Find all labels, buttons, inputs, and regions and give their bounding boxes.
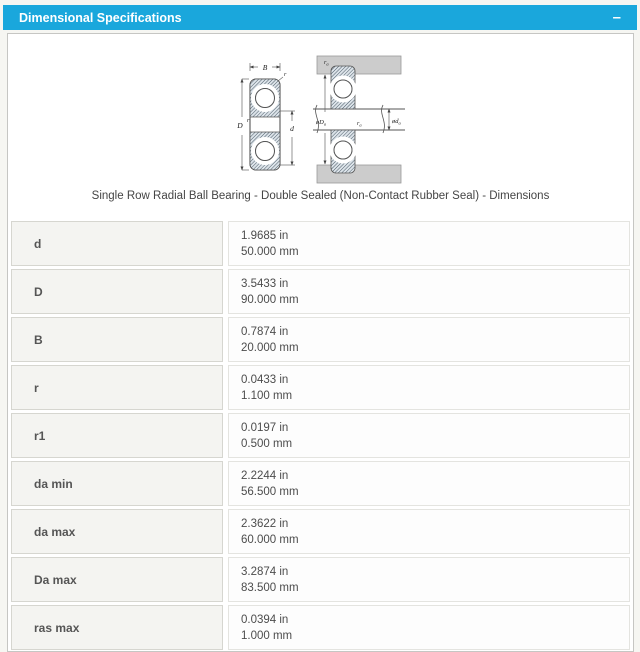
spec-name-cell	[11, 365, 223, 410]
spec-row	[11, 605, 630, 650]
section-title: Dimensional Specifications	[19, 10, 182, 25]
spec-name-cell	[11, 317, 223, 362]
diagram-label-housing-abutment-Da: $øD_a$	[315, 119, 327, 127]
spec-value-cell	[228, 269, 630, 314]
diagram-label-bore-diameter-d: d	[290, 124, 294, 133]
spec-value-mm: 90.000 mm	[241, 294, 299, 306]
spec-value-mm: 83.500 mm	[241, 582, 299, 594]
spec-value-cell	[228, 317, 630, 362]
spec-label: d	[34, 236, 42, 251]
accordion-header[interactable]	[3, 5, 637, 30]
spec-value-cell	[228, 509, 630, 554]
spec-row	[11, 413, 630, 458]
spec-row	[11, 317, 630, 362]
spec-name-cell	[11, 269, 223, 314]
diagram-label-shaft-abutment-da: $ød_a$	[392, 118, 401, 126]
spec-name-cell	[11, 413, 223, 458]
diagram-label-shaft-fillet-ra: $r_a$	[357, 121, 362, 128]
spec-value-mm: 1.100 mm	[241, 390, 293, 402]
spec-name-cell	[11, 461, 223, 506]
diagram-label-inner-radius: r	[247, 118, 250, 124]
spec-value-cell	[228, 365, 630, 410]
spec-value-mm: 0.500 mm	[241, 438, 293, 450]
spec-value-cell	[228, 413, 630, 458]
spec-value-inches: 0.0394 in	[241, 614, 289, 626]
spec-value-inches: 2.2244 in	[241, 470, 289, 482]
spec-label: r1	[34, 428, 46, 443]
spec-row	[11, 461, 630, 506]
spec-row	[11, 509, 630, 554]
spec-value-mm: 20.000 mm	[241, 342, 299, 354]
spec-value-cell	[228, 605, 630, 650]
collapse-icon[interactable]: –	[612, 9, 621, 26]
spec-label: D	[34, 284, 43, 299]
spec-label: B	[34, 332, 43, 347]
spec-label: da max	[34, 524, 76, 539]
spec-value-inches: 1.9685 in	[241, 230, 289, 242]
spec-value-mm: 1.000 mm	[241, 630, 293, 642]
spec-value-mm: 56.500 mm	[241, 486, 299, 498]
spec-value-inches: 0.7874 in	[241, 326, 289, 338]
spec-label: da min	[34, 476, 73, 491]
spec-row	[11, 557, 630, 602]
spec-row	[11, 365, 630, 410]
diagram-label-outer-diameter-D: D	[237, 121, 243, 130]
bearing-diagram-image	[233, 55, 408, 184]
spec-label: r	[34, 380, 39, 395]
spec-value-inches: 2.3622 in	[241, 518, 289, 530]
bearing-mounted-view	[313, 56, 405, 183]
diagram-caption: Single Row Radial Ball Bearing - Double Sealed (Non-Contact Rubber Seal) - Dimensions	[91, 190, 550, 202]
spec-table	[11, 221, 630, 650]
spec-label: Da max	[34, 572, 77, 587]
spec-name-cell	[11, 221, 223, 266]
diagram-label-width-B: B	[262, 63, 268, 72]
diagram-label-corner-radius: r	[284, 72, 287, 78]
spec-row	[11, 269, 630, 314]
spec-name-cell	[11, 605, 223, 650]
diagram-container	[11, 55, 630, 184]
diagram-label-housing-fillet-ra: $r_a$	[324, 60, 329, 67]
spec-value-cell	[228, 221, 630, 266]
specifications-panel	[7, 33, 634, 652]
spec-row	[11, 221, 630, 266]
spec-value-inches: 0.0433 in	[241, 374, 289, 386]
spec-value-cell	[228, 461, 630, 506]
spec-label: ras max	[34, 620, 80, 635]
spec-value-inches: 0.0197 in	[241, 422, 289, 434]
spec-name-cell	[11, 509, 223, 554]
bearing-section-view	[236, 63, 295, 170]
spec-value-inches: 3.2874 in	[241, 566, 289, 578]
spec-name-cell	[11, 557, 223, 602]
spec-value-mm: 60.000 mm	[241, 534, 299, 546]
spec-value-inches: 3.5433 in	[241, 278, 289, 290]
spec-value-mm: 50.000 mm	[241, 246, 299, 258]
spec-value-cell	[228, 557, 630, 602]
